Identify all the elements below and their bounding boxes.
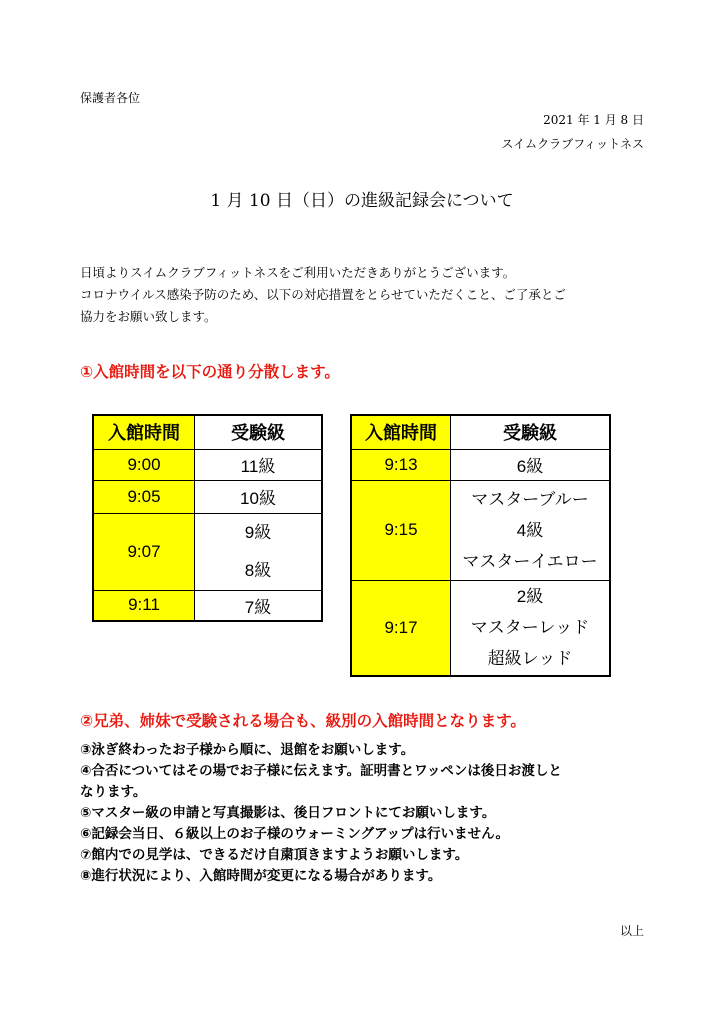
intro-paragraph — [80, 262, 660, 328]
grade-cell — [451, 580, 611, 676]
grade: マスターブルー — [471, 489, 589, 509]
col-header-grade: 受験級 — [195, 415, 323, 449]
table-row — [93, 590, 322, 621]
grade: 8級 — [244, 560, 272, 580]
grade: 6級 — [451, 449, 611, 480]
table-row — [93, 480, 322, 513]
entry-time: 9:17 — [351, 580, 451, 676]
note-item: ③泳ぎ終わったお子様から順に、退館をお願いします。 — [80, 742, 415, 758]
document-date: 2021 年 1 月 8 日 — [543, 113, 644, 127]
table-row — [351, 480, 610, 580]
entry-time: 9:15 — [351, 480, 451, 580]
intro-line: 日頃よりスイムクラブフィットネスをご利用いただきありがとうございます。 — [80, 265, 516, 280]
grade: マスターレッド — [470, 618, 590, 638]
document-title: 1 月 10 日（日）の進級記録会について — [210, 191, 514, 211]
col-header-time: 入館時間 — [93, 415, 195, 449]
intro-line: 協力をお願い致します。 — [80, 309, 217, 324]
notes-list — [80, 740, 660, 887]
grade: 2級 — [516, 587, 544, 607]
addressee: 保護者各位 — [80, 91, 141, 105]
grade-cell — [451, 480, 611, 580]
grade: 4級 — [516, 520, 544, 540]
grade: 9級 — [244, 522, 272, 542]
entry-time: 9:11 — [93, 590, 195, 621]
closing-mark: 以上 — [619, 924, 644, 938]
col-header-time: 入館時間 — [351, 415, 451, 449]
section2-heading: ②兄弟、姉妹で受験される場合も、級別の入館時間となります。 — [80, 712, 526, 730]
organization-name: スイムクラブフィットネス — [501, 137, 644, 151]
table-row — [351, 449, 610, 480]
entry-time: 9:05 — [93, 480, 195, 513]
grade: 10級 — [195, 480, 323, 513]
grade: 7級 — [195, 590, 323, 621]
entry-time: 9:07 — [93, 513, 195, 590]
table-row — [93, 449, 322, 480]
table-row — [351, 580, 610, 676]
schedule-table-right — [350, 414, 611, 677]
entry-time: 9:13 — [351, 449, 451, 480]
note-item: ⑥記録会当日、６級以上のお子様のウォーミングアップは行いません。 — [80, 826, 509, 842]
note-item: ④合否についてはその場でお子様に伝えます。証明書とワッペンは後日お渡しと — [80, 763, 562, 779]
note-item: なります。 — [80, 784, 147, 800]
note-item: ⑤マスター級の申請と写真撮影は、後日フロントにてお願いします。 — [80, 805, 496, 821]
grade-cell — [195, 513, 323, 590]
grade: 超級レッド — [487, 649, 573, 669]
col-header-grade: 受験級 — [451, 415, 611, 449]
grade: 11級 — [195, 449, 323, 480]
grade: マスターイエロー — [462, 551, 598, 571]
entry-time: 9:00 — [93, 449, 195, 480]
section1-heading: ①入館時間を以下の通り分散します。 — [80, 363, 340, 381]
table-row — [93, 513, 322, 590]
schedule-table-left — [92, 414, 323, 622]
note-item: ⑦館内での見学は、できるだけ自粛頂きますようお願いします。 — [80, 847, 469, 863]
note-item: ⑧進行状況により、入館時間が変更になる場合があります。 — [80, 868, 442, 884]
intro-line: コロナウイルス感染予防のため、以下の対応措置をとらせていただくこと、ご了承とご — [80, 287, 566, 302]
